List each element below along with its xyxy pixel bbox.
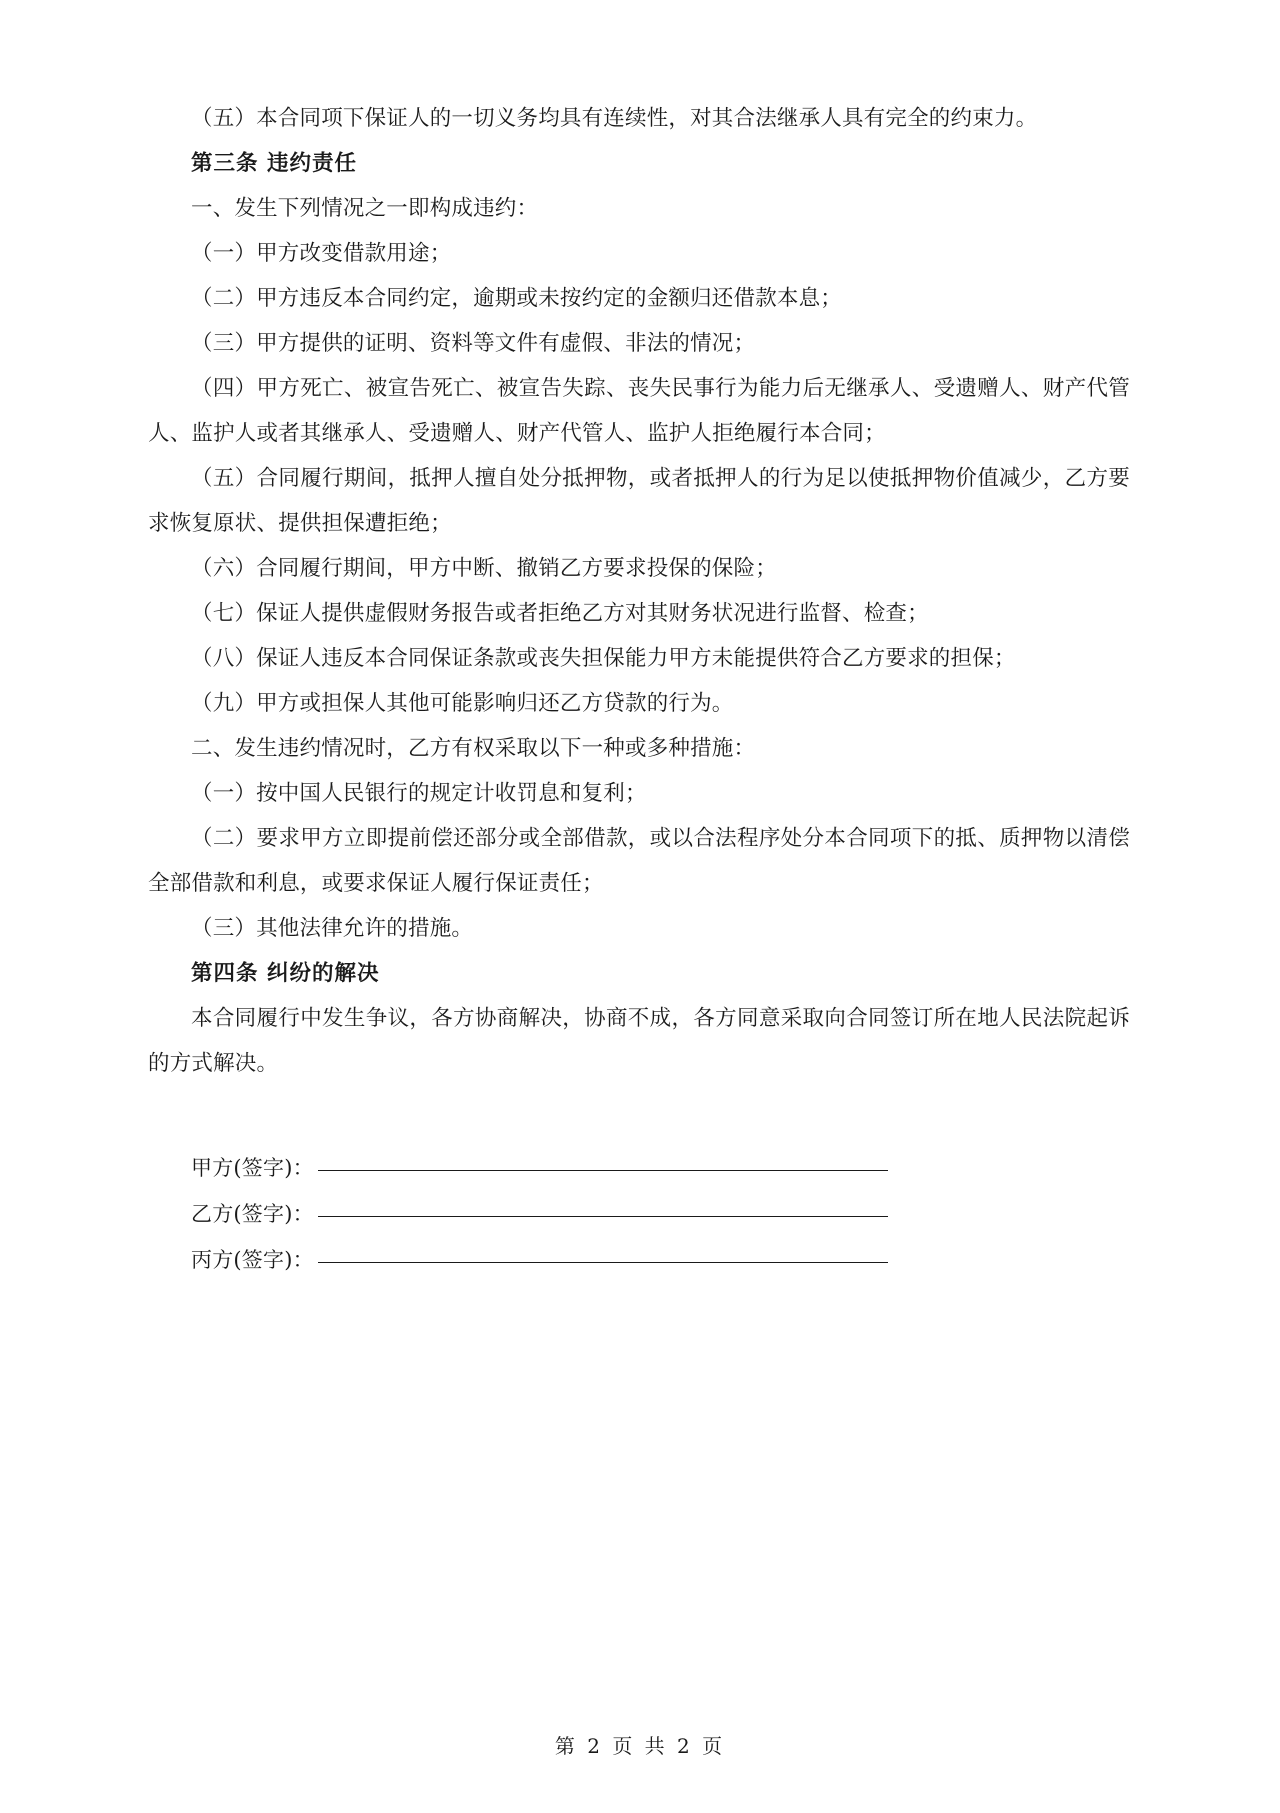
signature-line-party-c[interactable] [318, 1261, 888, 1263]
signature-row-party-b [191, 1192, 1130, 1238]
paragraph-clause-2-item-5: （五）本合同项下保证人的一切义务均具有连续性，对其合法继承人具有完全的约束力。 [191, 106, 1038, 131]
signature-row-party-a [191, 1146, 1130, 1192]
signature-line-party-b[interactable] [318, 1215, 888, 1217]
signature-label-party-a: 甲方(签字)： [191, 1156, 314, 1180]
paragraph-a3s1-item-9: （九）甲方或担保人其他可能影响归还乙方贷款的行为。 [191, 691, 734, 716]
heading-article-4: 第四条 纠纷的解决 [191, 961, 380, 986]
document-body [148, 96, 1130, 1284]
paragraph-article-4-body: 本合同履行中发生争议，各方协商解决，协商不成，各方同意采取向合同签订所在地人民法院起诉的方式解决。 [148, 1006, 1130, 1076]
paragraph-a3s2-item-2: （二）要求甲方立即提前偿还部分或全部借款，或以合法程序处分本合同项下的抵、质押物以清偿全部借款和利息，或要求保证人履行保证责任； [148, 826, 1130, 896]
page-footer [0, 1730, 1280, 1759]
signature-block [148, 1146, 1130, 1284]
heading-article-3: 第三条 违约责任 [191, 151, 357, 176]
paragraph-a3s1-item-2: （二）甲方违反本合同约定，逾期或未按约定的金额归还借款本息； [191, 286, 843, 311]
signature-line-party-a[interactable] [318, 1169, 888, 1171]
signature-label-party-b: 乙方(签字)： [191, 1202, 314, 1226]
paragraph-article-3-section-2: 二、发生违约情况时，乙方有权采取以下一种或多种措施： [191, 736, 756, 761]
paragraph-article-3-section-1: 一、发生下列情况之一即构成违约： [191, 196, 539, 221]
paragraph-a3s1-item-5: （五）合同履行期间，抵押人擅自处分抵押物，或者抵押人的行为足以使抵押物价值减少，乙方要求恢复原状、提供担保遭拒绝； [148, 466, 1130, 536]
paragraph-a3s1-item-1: （一）甲方改变借款用途； [191, 241, 452, 266]
paragraph-a3s2-item-1: （一）按中国人民银行的规定计收罚息和复利； [191, 781, 647, 806]
paragraph-a3s1-item-6: （六）合同履行期间，甲方中断、撤销乙方要求投保的保险； [191, 556, 777, 581]
paragraph-a3s1-item-4: （四）甲方死亡、被宣告死亡、被宣告失踪、丧失民事行为能力后无继承人、受遗赠人、财产代管人、监护人或者其继承人、受遗赠人、财产代管人、监护人拒绝履行本合同； [148, 376, 1130, 446]
paragraph-a3s1-item-7: （七）保证人提供虚假财务报告或者拒绝乙方对其财务状况进行监督、检查； [191, 601, 929, 626]
paragraph-a3s1-item-8: （八）保证人违反本合同保证条款或丧失担保能力甲方未能提供符合乙方要求的担保； [191, 646, 1016, 671]
page-number-text: 第 2 页 共 2 页 [554, 1734, 726, 1758]
signature-label-party-c: 丙方(签字)： [191, 1248, 314, 1272]
paragraph-a3s2-item-3: （三）其他法律允许的措施。 [191, 916, 474, 941]
paragraph-a3s1-item-3: （三）甲方提供的证明、资料等文件有虚假、非法的情况； [191, 331, 756, 356]
signature-row-party-c [191, 1238, 1130, 1284]
